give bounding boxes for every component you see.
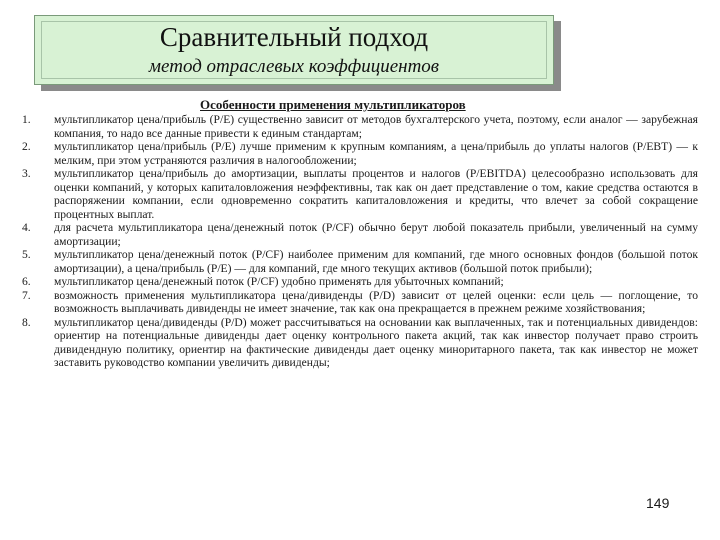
slide-subtitle: метод отраслевых коэффициентов bbox=[148, 56, 440, 77]
list-item-number: 3. bbox=[22, 167, 31, 180]
list-item bbox=[22, 275, 702, 289]
list-item bbox=[22, 316, 702, 370]
list-item-text: мультипликатор цена/прибыль (P/E) существенно зависит от методов бухгалтерского учета, поэтому, если аналог — зарубежная компания, то надо все данные привести к единым стандартам; bbox=[54, 113, 698, 140]
list-item-number: 1. bbox=[22, 113, 31, 126]
list-item-number: 6. bbox=[22, 275, 31, 288]
list-item bbox=[22, 289, 702, 316]
numbered-list bbox=[22, 113, 702, 370]
list-item-text: мультипликатор цена/дивиденды (P/D) может рассчитываться на основании как выплаченных, так и потенциальных дивидендов: ориентир на потенциальные дивиденды дает оценку контрольного пакета акций, так как инвестор получает право строить дивидендную политику, ориентир на фактические дивиденды дает оценку миноритарного пакета, так как инвестор не может заставить руководство компании увеличить дивиденды; bbox=[54, 315, 698, 369]
list-item bbox=[22, 167, 702, 221]
page-number: 149 bbox=[646, 495, 670, 511]
list-item-number: 5. bbox=[22, 248, 31, 261]
list-item-text: мультипликатор цена/прибыль (P/E) лучше применим к крупным компаниям, а цена/прибыль до уплаты налогов (P/EBT) — к мелким, при этом устраняются различия в налогообложении; bbox=[54, 140, 698, 167]
section-heading: Особенности применения мультипликаторов bbox=[200, 97, 466, 112]
list-item-text: мультипликатор цена/прибыль до амортизации, выплаты процентов и налогов (P/EBITDA) целесообразно использовать для оценки компаний, у которых капиталовложения неэффективны, так как он дает представление о том, какие средства остаются в распоряжении компании, если одновременно сократить капиталовложения и кредиты, что влечет за собой сокращение процентных выплат. bbox=[54, 167, 698, 221]
list-item-text: мультипликатор цена/денежный поток (P/CF) удобно применять для убыточных компаний; bbox=[54, 275, 504, 288]
list-item-number: 2. bbox=[22, 140, 31, 153]
list-item bbox=[22, 113, 702, 140]
list-item bbox=[22, 140, 702, 167]
title-banner bbox=[34, 15, 554, 85]
list-item-number: 8. bbox=[22, 315, 31, 329]
list-item-number: 4. bbox=[22, 221, 31, 234]
list-item-number: 7. bbox=[22, 288, 31, 302]
list-item-text: возможность применения мультипликатора цена/дивиденды (P/D) зависит от целей оценки: если цель — поглощение, то возможность выплачивать дивиденды не имеет значение, так как она прекращается в прежнем режиме хозяйствования; bbox=[54, 288, 698, 315]
list-item bbox=[22, 221, 702, 248]
list-item-text: мультипликатор цена/денежный поток (P/CF) наиболее применим для компаний, где много основных фондов (большой поток амортизации), а цена/прибыль (P/E) — для компаний, где много текущих активов (большой поток прибыли); bbox=[54, 248, 698, 275]
list-item-text: для расчета мультипликатора цена/денежный поток (P/CF) обычно берут любой показатель прибыли, увеличенный на сумму амортизации; bbox=[54, 221, 698, 248]
list-item bbox=[22, 248, 702, 275]
slide-title: Сравнительный подход bbox=[159, 22, 429, 52]
